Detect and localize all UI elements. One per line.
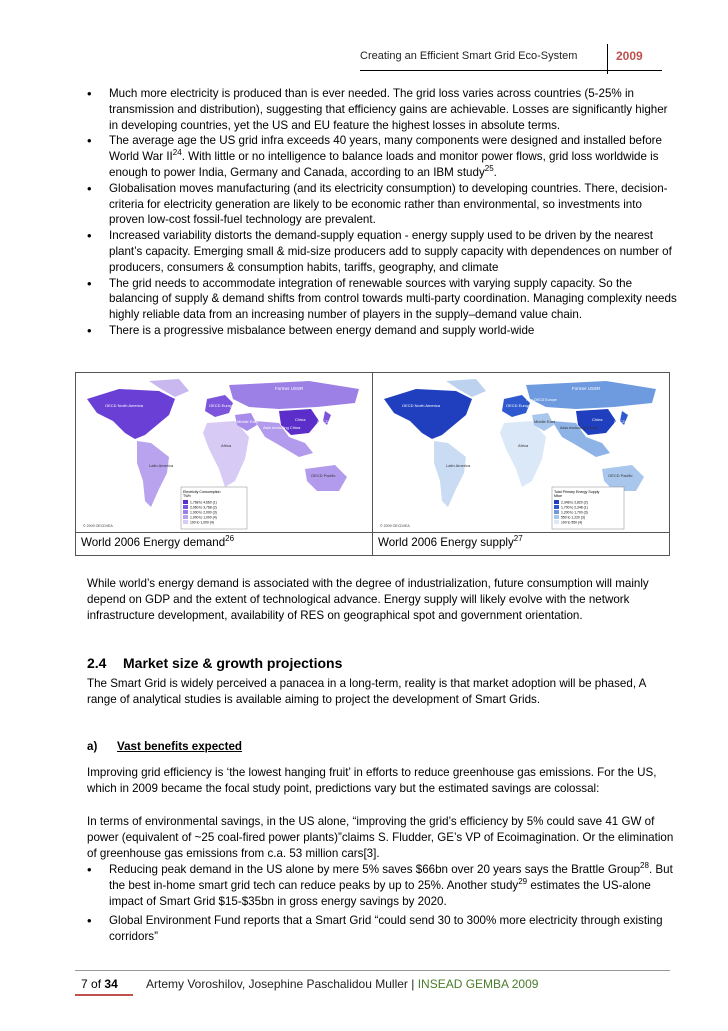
- map-label: China: [592, 417, 603, 422]
- running-header: [360, 48, 662, 68]
- bullet-item: • The average age the US grid infra exceeds 40 years, many components were designed and installed before World War II$^{24}$. With little or no intelligence to balance loads and monitor power flows, grid loss worldwide is enough to power India, Germany and Canada, according to an IBM study$^{25}$.: [87, 133, 677, 180]
- bullet-item: • Increased variability distorts the demand-supply equation - energy supply used to be driven by the nearest plant’s capacity. Emerging small & mid-size producers add to supply capacity with dependences on number of producers, consumers & consumption habits, tariffs, geography, and climate: [87, 228, 677, 275]
- svg-text:550 to 1,220 (3): 550 to 1,220 (3): [561, 515, 585, 520]
- svg-text:1,768 to 4,660 (1): 1,768 to 4,660 (1): [190, 500, 217, 505]
- svg-text:Total Primary Energy Supply: Total Primary Energy Supply: [554, 490, 600, 494]
- map-label: Non-OECD Europe: [526, 398, 557, 402]
- map-label: OECD North America: [402, 403, 441, 408]
- page-number: 7 of 34: [75, 976, 133, 996]
- bullet-item: • Global Environment Fund reports that a Smart Grid “could send 30 to 300% more electricity through existing corridors”: [87, 913, 677, 945]
- figure-caption-supply: World 2006 Energy supply$^{27}$: [378, 534, 523, 549]
- map-credit: © 2009 OECD/IEA: [83, 524, 113, 528]
- map-label: OECD Pacific: [311, 473, 336, 478]
- paragraph-demand-supply: While world’s energy demand is associated with the degree of industrialization, future consumption will mainly depend on GDP and the extent of technological advance. Energy supply will likely evolve with the network infrastructure development, availability of RES on geographical spot and government orientation.: [87, 577, 649, 622]
- map-label: OECD Europe: [209, 403, 235, 408]
- map-legend: [181, 487, 247, 529]
- bullet-item: • Much more electricity is produced than is ever needed. The grid loss varies across countries (5-25% in transmission and distribution), suggesting that efficiency gains are achievable. Losses are significantly higher in developing countries, yet the US and EU feature the highest losses in absolute terms.: [87, 86, 677, 133]
- svg-text:1,000 to 2,000 (3): 1,000 to 2,000 (3): [190, 510, 217, 515]
- svg-text:TWh: TWh: [183, 494, 191, 498]
- document-title: Creating an Efficient Smart Grid Eco-System: [360, 50, 578, 62]
- energy-demand-map: [79, 377, 369, 530]
- footer-authors: Artemy Voroshilov, Josephine Paschalidou Muller | INSEAD GEMBA 2009: [146, 977, 539, 991]
- map-label: Latin America: [446, 463, 471, 468]
- paragraph-environmental-savings: In terms of environmental savings, in the US alone, “improving the grid’s efficiency by 5% could save 41 GW of power (equivalent of ~25 coal-fired power plants)”claims S. Fludder, GE’s VP of Ecoimagination. Or the elimination of greenhouse gas emissions from c.a. 53 million cars[3].: [87, 815, 674, 860]
- svg-text:Electricity Consumption: Electricity Consumption: [183, 490, 221, 494]
- map-label: Former USSR: [572, 386, 601, 391]
- footer-organization: INSEAD GEMBA 2009: [417, 977, 539, 991]
- bullet-item: • There is a progressive misbalance between energy demand and supply world-wide: [87, 323, 677, 339]
- svg-text:Mtoe: Mtoe: [554, 494, 562, 498]
- document-year: 2009: [616, 49, 643, 63]
- map-label: OECD Pacific: [614, 419, 639, 424]
- svg-text:2,348 to 2,820 (2): 2,348 to 2,820 (2): [561, 500, 588, 505]
- subsection-heading: a) Vast benefits expected: [87, 740, 243, 753]
- map-label: OECD Pacific: [317, 419, 342, 424]
- figure-caption-demand: World 2006 Energy demand$^{26}$: [81, 534, 235, 549]
- map-label: China: [295, 417, 306, 422]
- map-label: Africa: [518, 443, 529, 448]
- svg-text:1,700 to 2,348 (1): 1,700 to 2,348 (1): [561, 505, 588, 510]
- paragraph-grid-efficiency: Improving grid efficiency is ‘the lowest hanging fruit’ in efforts to reduce greenhouse gas emissions. For the US, which in 2009 became the focal study point, predictions vary but the estimated savings are colossal:: [87, 766, 657, 795]
- map-label: Latin America: [149, 463, 174, 468]
- map-label: Middle East: [534, 419, 555, 424]
- map-label: Former USSR: [275, 386, 304, 391]
- map-label: OECD North America: [105, 403, 144, 408]
- map-label: Asia excluding China: [263, 425, 301, 430]
- intro-bullets: [87, 86, 677, 339]
- svg-text:1,000 to 1,000 (4): 1,000 to 1,000 (4): [190, 515, 217, 520]
- svg-text:1,200 to 1,700 (3): 1,200 to 1,700 (3): [561, 510, 588, 515]
- map-label: OECD Pacific: [608, 473, 633, 478]
- paragraph-section-intro: The Smart Grid is widely perceived a panacea in a long-term, reality is that market adoption will be phased, A range of analytical studies is available aiming to project the development of Smart Grids.: [87, 677, 646, 706]
- map-label: Asia excluding China: [560, 425, 598, 430]
- header-rule: [360, 70, 662, 71]
- map-legend: [552, 487, 624, 529]
- energy-supply-map: [376, 377, 666, 530]
- footer-rule: [75, 970, 670, 971]
- svg-text:100 to 1,000 (4): 100 to 1,000 (4): [190, 520, 214, 525]
- map-label: OECD Europe: [506, 403, 532, 408]
- figure-table: [75, 372, 670, 556]
- bullet-item: • Reducing peak demand in the US alone by mere 5% saves $66bn over 20 years says the Brattle Group$^{28}$. But the best in-home smart grid tech can reduce peaks by up to 25%. Another study$^{29}$ estimates the US-alone impact of Smart Grid $15-$35bn in gross energy savings by 2020.: [87, 862, 677, 909]
- bullet-item: • The grid needs to accommodate integration of renewable sources with varying supply capacity. So the balancing of supply & demand shifts from control towards multi-party coordination. Managing complexity needs highly reliable data from an increasing number of players in the supply–demand value chain.: [87, 276, 677, 323]
- map-label: Middle East: [237, 419, 258, 424]
- map-credit: © 2009 OECD/IEA: [380, 524, 410, 528]
- section-heading: 2.4 Market size & growth projections: [87, 655, 343, 671]
- bullet-item: • Globalisation moves manufacturing (and its electricity consumption) to developing countries. There, decision-criteria for electricity generation are likely to be economic rather than environmental, so investments into proven low-cost fossil-fuel technology are prevalent.: [87, 181, 677, 228]
- map-label: Africa: [221, 443, 232, 448]
- svg-text:2,060 to 3,768 (2): 2,060 to 3,768 (2): [190, 505, 217, 510]
- benefit-bullets: [87, 862, 677, 945]
- svg-text:100 to 550 (4): 100 to 550 (4): [561, 520, 583, 525]
